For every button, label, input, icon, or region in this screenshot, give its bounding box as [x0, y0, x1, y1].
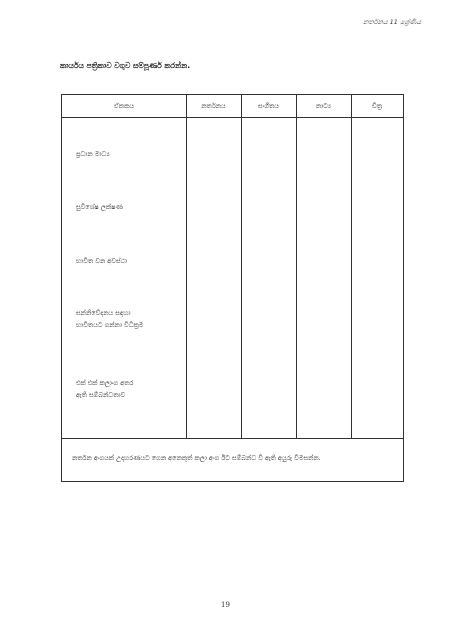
row-label-communication-methods: සන්නිවේදනය සඳහා භාවිතයට ගන්නා විධික්‍රම [76, 309, 144, 329]
column-header-drama: නාට්‍ය [315, 102, 332, 110]
row-label-special-features: සුවිශේෂ ලක්ෂණ [76, 203, 123, 211]
task-table [61, 94, 404, 482]
column-divider [241, 95, 242, 438]
footer-task-text: නර්තන අංගයක් උදාහරණයට ගෙන අනෙකුත් කලා අංග ඊට සම්බන්ධ වී ඇති අයුරු විමසන්න. [72, 454, 321, 462]
column-header-unit: ඒකකය [113, 102, 135, 110]
row-label-main-medium: ප්‍රධාන මාධ්‍ය [76, 150, 110, 158]
row-label-usage-occasions: භාවිත වන අවස්ථා [76, 257, 128, 265]
column-divider [186, 95, 187, 438]
column-header-art: චිත්‍ර [372, 102, 382, 110]
page-number: 19 [221, 601, 230, 609]
header-subject: නර්තනය 11 ශ්‍රේණිය [363, 18, 421, 26]
footer-row-divider [62, 438, 403, 439]
column-header-music: සංගීතය [258, 102, 279, 110]
column-divider [351, 95, 352, 438]
column-divider [296, 95, 297, 438]
instruction-text: කාර්යය පත්‍රිකාව වගුව සම්පූර්ණ කරන්න. [60, 61, 191, 70]
column-header-dance: නර්තනය [201, 102, 226, 110]
row-label-interrelation: එක් එක් කලාංග අතර ඇති සම්බන්ධතාව [76, 379, 134, 399]
